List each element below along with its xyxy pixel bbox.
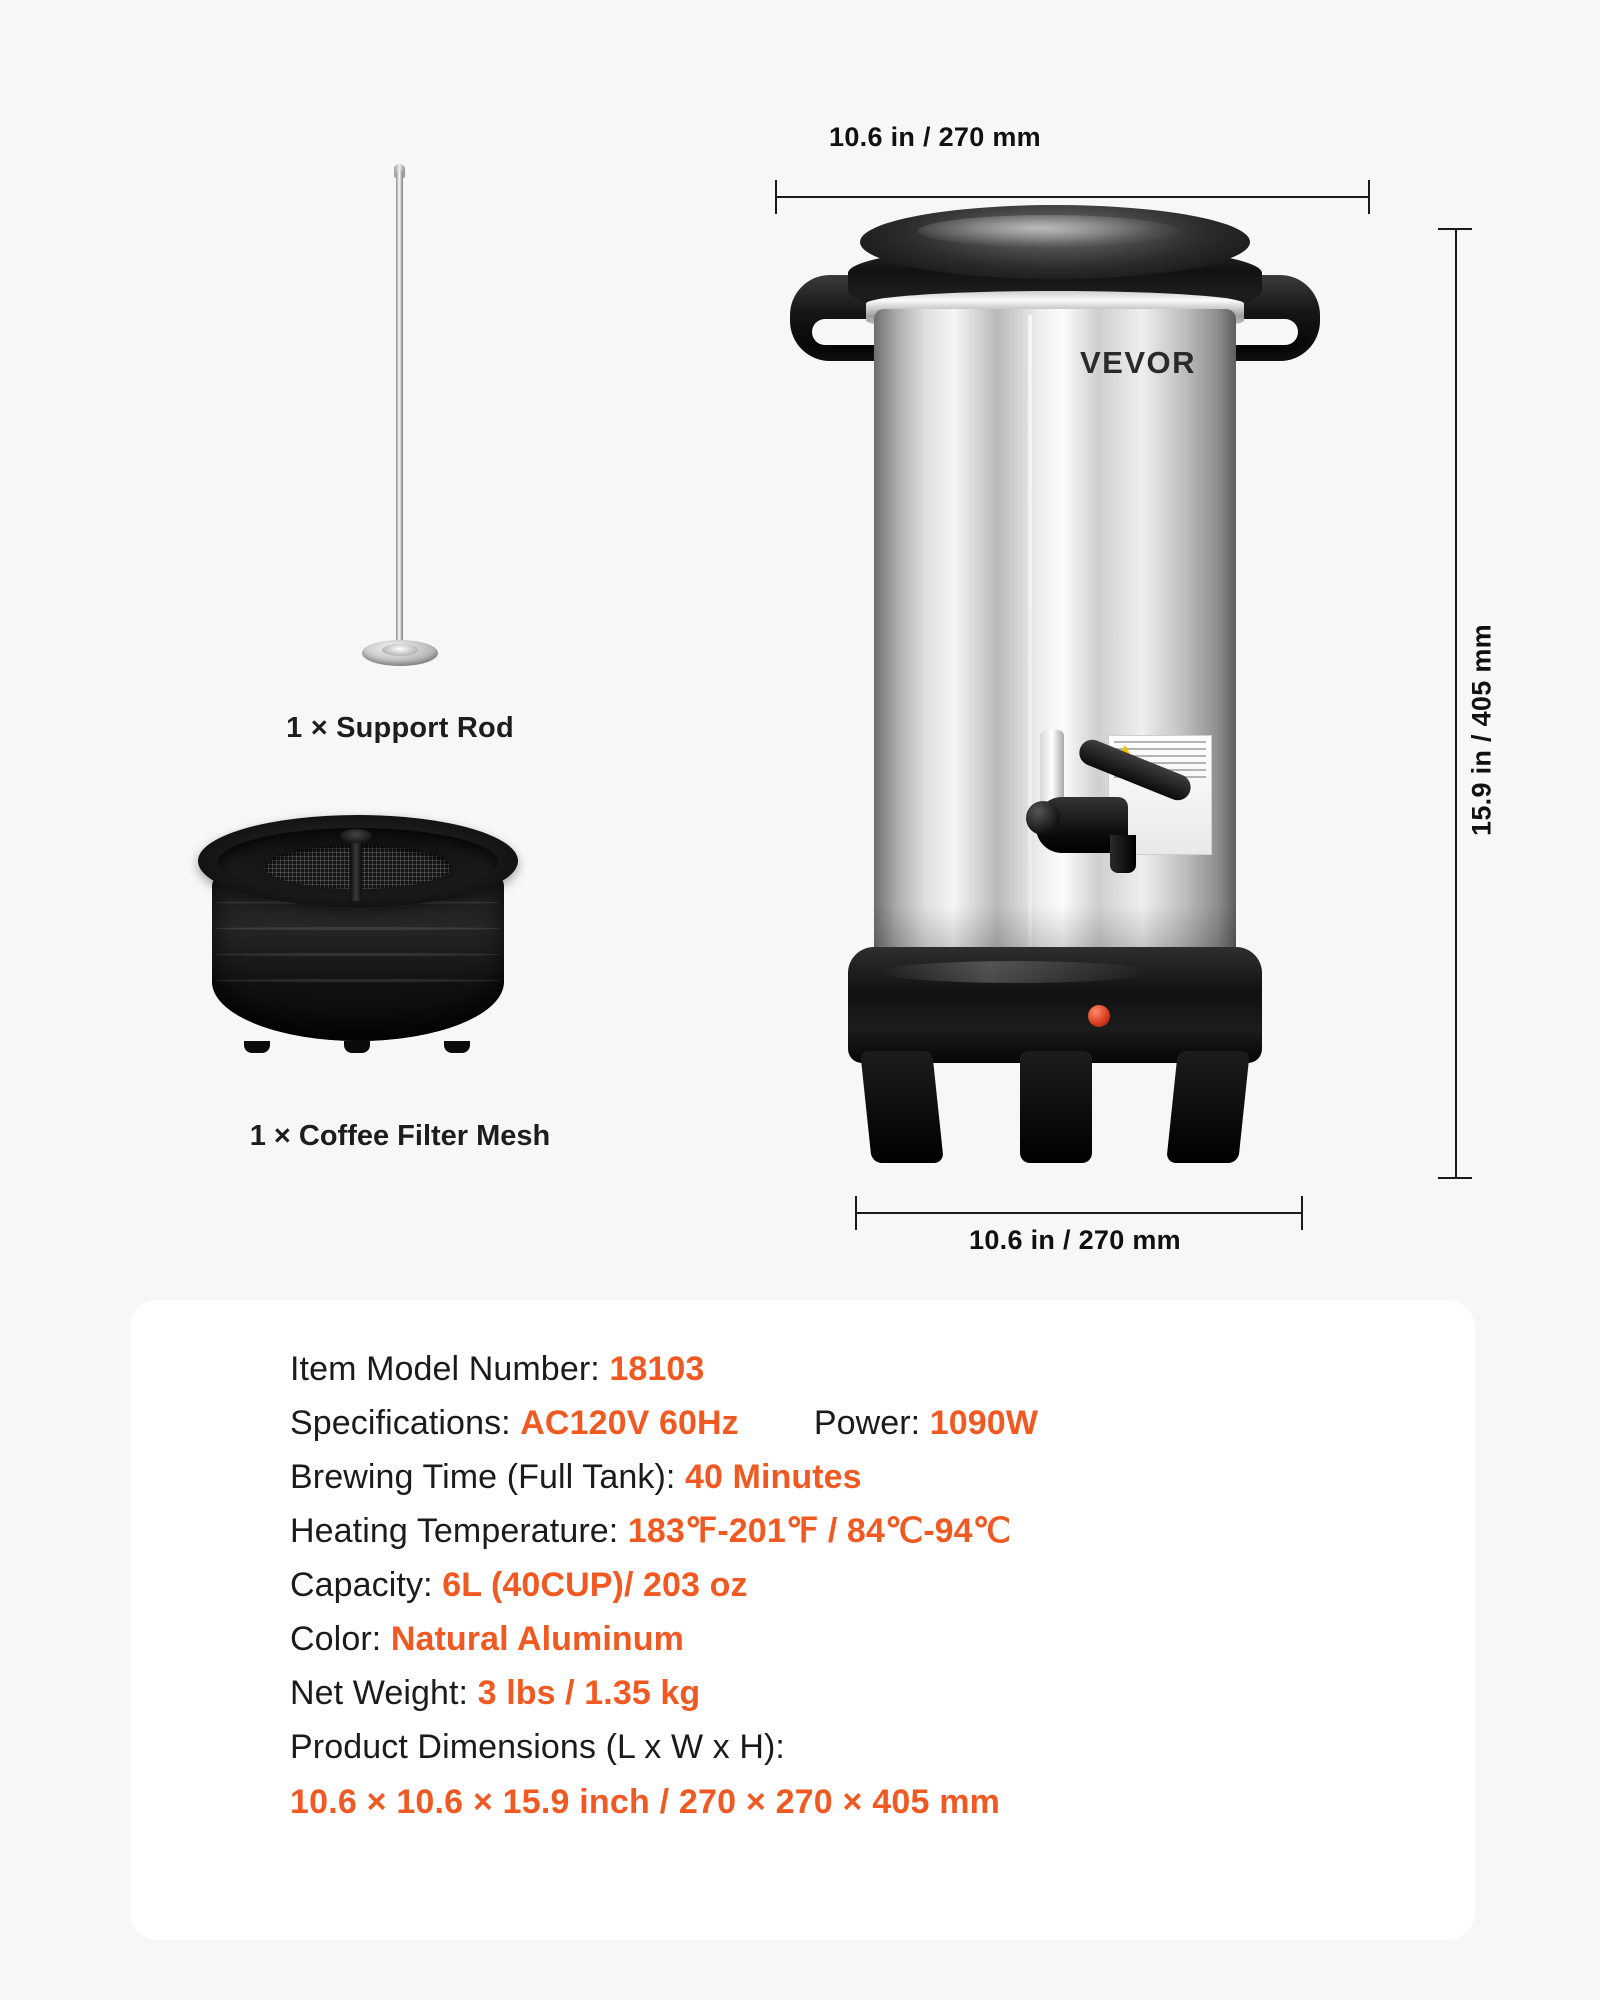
urn-base-highlight	[880, 961, 1150, 983]
spec-label-net-weight: Net Weight:	[290, 1674, 469, 1712]
spec-row-net-weight	[290, 1666, 1440, 1720]
urn-leg	[1166, 1051, 1250, 1163]
spec-row-product-dimensions	[290, 1720, 1440, 1830]
basket-center-stem-cap	[340, 829, 372, 843]
spec-label-model: Item Model Number:	[290, 1350, 600, 1388]
spec-value-specifications: AC120V 60Hz	[520, 1404, 739, 1442]
coffee-filter-mesh-illustration	[198, 815, 518, 1065]
urn-body	[874, 309, 1236, 969]
spec-label-heating-temperature: Heating Temperature:	[290, 1512, 619, 1550]
power-indicator-light	[1088, 1005, 1110, 1027]
spec-row-model	[290, 1342, 1440, 1396]
dimension-bottom-tick-left	[855, 1196, 857, 1230]
dimension-bottom-line	[855, 1212, 1303, 1214]
urn-body-seam	[1028, 315, 1032, 965]
dimension-top-line	[775, 196, 1370, 198]
coffee-filter-mesh-label: 1 × Coffee Filter Mesh	[249, 1120, 551, 1152]
spigot-spout	[1110, 835, 1136, 873]
spec-label-power: Power:	[813, 1404, 921, 1442]
dimension-bottom-tick-right	[1301, 1196, 1303, 1230]
spec-value-model: 18103	[609, 1350, 705, 1388]
spec-label-specifications: Specifications:	[290, 1404, 511, 1442]
basket-ridge	[214, 953, 502, 956]
spec-row-capacity	[290, 1558, 1440, 1612]
spec-label-product-dimensions: Product Dimensions (L x W x H):	[290, 1728, 785, 1766]
spigot-knob	[1026, 801, 1060, 835]
basket-ridge	[214, 979, 502, 982]
spec-value-product-dimensions: 10.6 × 10.6 × 15.9 inch / 270 × 270 × 405 mm	[290, 1783, 1001, 1821]
dimension-top-tick-left	[775, 180, 777, 214]
support-rod-base-inner	[382, 644, 418, 656]
spec-value-color: Natural Aluminum	[390, 1620, 684, 1658]
spec-label-capacity: Capacity:	[290, 1566, 433, 1604]
basket-ridge	[214, 927, 502, 930]
basket-foot	[344, 1041, 370, 1053]
spec-value-brewing-time: 40 Minutes	[684, 1458, 862, 1496]
dimension-height-label: 15.9 in / 405 mm	[1466, 624, 1497, 836]
spec-value-heating-temperature: 183℉-201℉ / 84℃-94℃	[627, 1512, 1011, 1550]
dimension-height-tick-top	[1438, 228, 1472, 230]
dimension-top-width-label: 10.6 in / 270 mm	[829, 122, 1041, 152]
basket-center-stem	[350, 835, 362, 901]
basket-foot	[244, 1041, 270, 1053]
urn-lid-highlight	[918, 215, 1178, 247]
spec-row-heating-temperature	[290, 1504, 1440, 1558]
support-rod-illustration	[300, 170, 500, 690]
spec-value-power: 1090W	[929, 1404, 1039, 1442]
dimension-bottom-width-label: 10.6 in / 270 mm	[969, 1225, 1181, 1255]
specifications-list	[290, 1342, 1440, 1830]
spec-value-net-weight: 3 lbs / 1.35 kg	[477, 1674, 701, 1712]
urn-leg	[860, 1051, 944, 1163]
support-rod-label: 1 × Support Rod	[286, 712, 514, 744]
spec-label-brewing-time: Brewing Time (Full Tank):	[290, 1458, 676, 1496]
specifications-card	[130, 1300, 1475, 1940]
dimension-height-tick-bottom	[1438, 1177, 1472, 1179]
spec-value-capacity: 6L (40CUP)/ 203 oz	[442, 1566, 748, 1604]
spec-row-brewing-time	[290, 1450, 1440, 1504]
dimension-height-line	[1455, 228, 1457, 1178]
urn-leg	[1020, 1051, 1092, 1163]
basket-foot	[444, 1041, 470, 1053]
spec-row-color	[290, 1612, 1440, 1666]
coffee-urn-illustration	[790, 205, 1320, 1185]
brand-logo: VEVOR	[1080, 345, 1197, 380]
spec-row-specifications	[290, 1396, 1440, 1450]
dimension-top-tick-right	[1368, 180, 1370, 214]
support-rod-shaft	[396, 170, 403, 655]
spec-label-color: Color:	[290, 1620, 382, 1658]
